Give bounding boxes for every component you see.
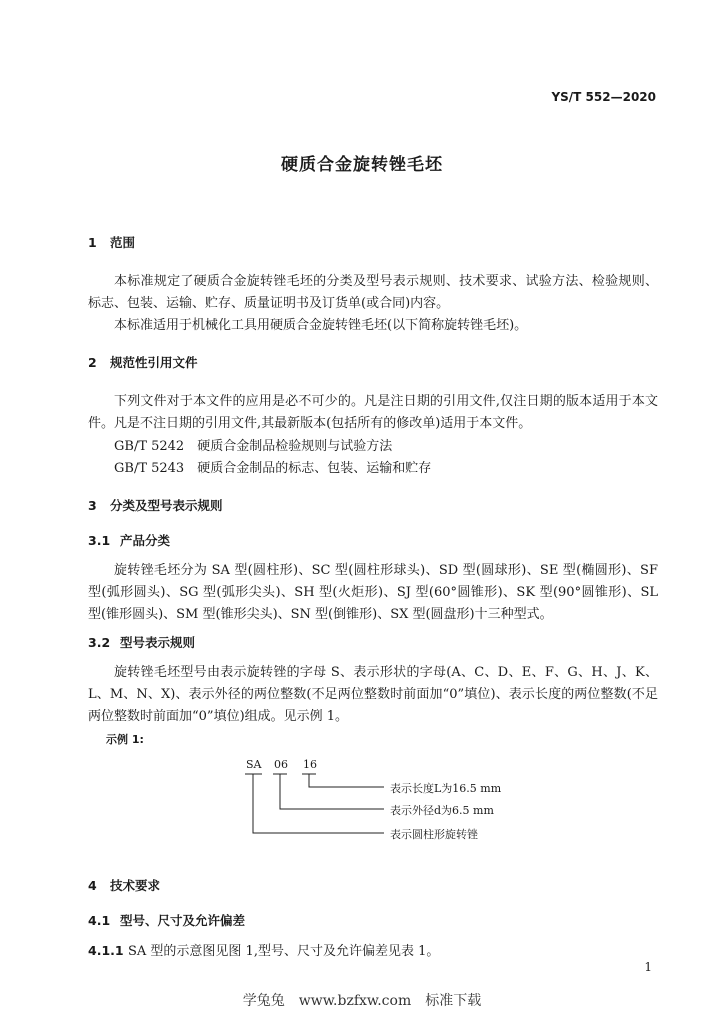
diagram-code-diameter: 06 <box>274 758 288 771</box>
section-title: 范围 <box>110 235 136 250</box>
section-number: 4.1 <box>88 913 111 928</box>
section-1-paragraph-1: 本标准规定了硬质合金旋转锉毛坯的分类及型号表示规则、技术要求、试验方法、检验规则、标志、包装、运输、贮存、质量证明书及订货单(或合同)内容。 <box>88 274 658 311</box>
page-number: 1 <box>644 960 652 974</box>
section-number: 3 <box>88 498 97 513</box>
section-number: 3.1 <box>88 533 111 548</box>
diagram-label-shape: 表示圆柱形旋转锉 <box>390 828 478 841</box>
reference-gb-t-5243: GB/T 5243 硬质合金制品的标志、包装、运输和贮存 <box>114 461 432 476</box>
section-number: 4.1.1 <box>88 943 124 958</box>
diagram-code-shape: SA <box>246 758 262 771</box>
section-title: 型号表示规则 <box>120 635 196 650</box>
reference-gb-t-5242: GB/T 5242 硬质合金制品检验规则与试验方法 <box>114 439 393 454</box>
example-label: 示例 1: <box>106 733 144 746</box>
watermark: 学兔兔 www.bzfxw.com 标准下载 <box>242 993 482 1009</box>
section-title: 产品分类 <box>120 533 171 548</box>
leader-diameter <box>280 774 384 809</box>
section-title: 型号、尺寸及允许偏差 <box>120 913 246 928</box>
section-title: 规范性引用文件 <box>110 355 198 370</box>
section-number: 2 <box>88 355 97 370</box>
standard-code: YS/T 552—2020 <box>551 90 656 104</box>
leader-length <box>309 774 384 787</box>
section-number: 1 <box>88 235 97 250</box>
section-title: 技术要求 <box>110 878 161 893</box>
section-text: SA 型的示意图见图 1,型号、尺寸及允许偏差见表 1。 <box>128 944 440 959</box>
section-title: 分类及型号表示规则 <box>110 498 223 513</box>
diagram-code-length: 16 <box>303 758 317 771</box>
section-number: 3.2 <box>88 635 111 650</box>
diagram-label-diameter: 表示外径d为6.5 mm <box>390 804 494 817</box>
document-title: 硬质合金旋转锉毛坯 <box>281 155 443 175</box>
diagram-label-length: 表示长度L为16.5 mm <box>390 782 502 795</box>
section-4-heading <box>88 876 160 894</box>
section-3-2-paragraph: 旋转锉毛坯型号由表示旋转锉的字母 S、表示形状的字母(A、C、D、E、F、G、H、J、K、L、M、N、X)、表示外径的两位整数(不足两位整数时前面加“0”填位)、表示长度的两位整数(不足两位整数时前面加“0”填位)组成。见示例 1。 <box>88 665 658 724</box>
leader-shape <box>253 774 384 833</box>
section-1-paragraph-2: 本标准适用于机械化工具用硬质合金旋转锉毛坯(以下简称旋转锉毛坯)。 <box>114 318 528 333</box>
section-4-1-1 <box>88 940 439 959</box>
section-3-1-paragraph: 旋转锉毛坯分为 SA 型(圆柱形)、SC 型(圆柱形球头)、SD 型(圆球形)、SE 型(椭圆形)、SF 型(弧形圆头)、SG 型(弧形尖头)、SH 型(火炬形)、SJ 型(60°圆锥形)、SK 型(90°圆锥形)、SL 型(锥形圆头)、SM 型(锥形尖头)、SN 型(倒锥形)、SX 型(圆盘形)十三种型式。 <box>88 563 658 622</box>
section-2-paragraph: 下列文件对于本文件的应用是必不可少的。凡是注日期的引用文件,仅注日期的版本适用于本文件。凡是不注日期的引用文件,其最新版本(包括所有的修改单)适用于本文件。 <box>88 394 658 431</box>
section-number: 4 <box>88 878 97 893</box>
section-4-1-heading <box>88 911 245 929</box>
